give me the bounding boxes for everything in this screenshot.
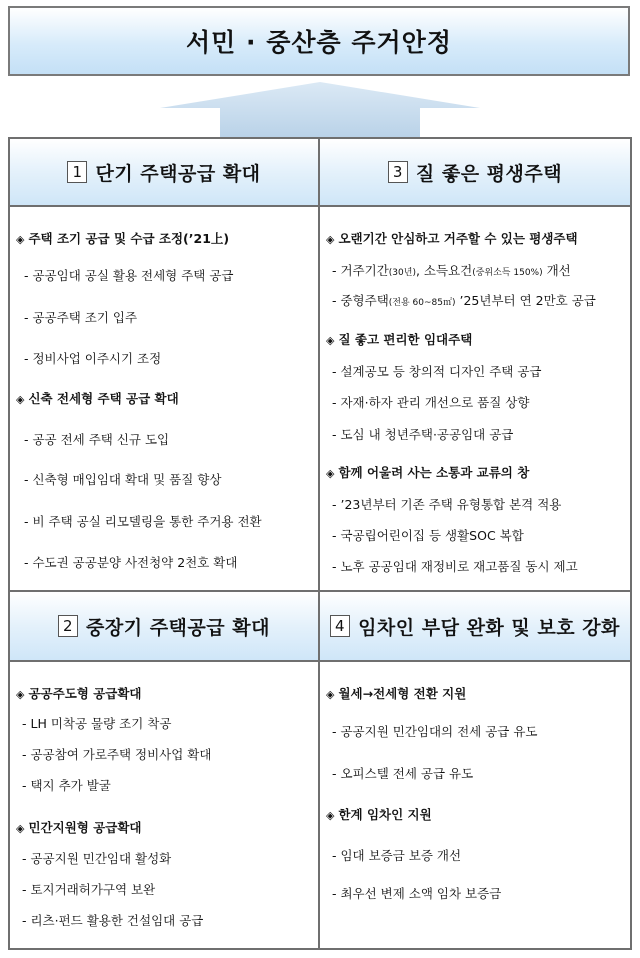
list-item: - ’23년부터 기존 주택 유형통합 본격 적용	[332, 497, 562, 512]
section-1-title: 단기 주택공급 확대	[95, 162, 261, 185]
list-item: - 비 주택 공실 리모델링을 통한 주거용 전환	[24, 514, 262, 529]
list-item: - 자재·하자 관리 개선으로 품질 상향	[332, 395, 530, 410]
list-item: - 공공지원 민간임대 활성화	[22, 851, 172, 866]
list-item: - 중형주택(전용 60~85㎡) ’25년부터 연 2만호 공급	[332, 293, 596, 308]
list-item: - 거주기간(30년), 소득요건(중위소득 150%) 개선	[332, 263, 571, 278]
list-item: - 공공참여 가로주택 정비사업 확대	[22, 747, 212, 762]
section-3-number: 3	[388, 161, 408, 183]
list-item: - 리츠·펀드 활용한 건설임대 공급	[22, 913, 204, 928]
vertical-divider	[318, 137, 320, 950]
diamond-bullet-icon: ◈	[16, 688, 25, 701]
diamond-bullet-icon: ◈	[326, 334, 335, 347]
list-item: - 신축형 매입임대 확대 및 품질 향상	[24, 472, 222, 487]
list-item: - 국공립어린이집 등 생활SOC 복합	[332, 528, 524, 543]
list-item: - 오피스텔 전세 공급 유도	[332, 766, 474, 781]
section-2-group-2-head: ◈ 민간지원형 공급확대	[16, 820, 142, 835]
section-4-title: 임차인 부담 완화 및 보호 강화	[358, 616, 620, 639]
list-item: - 정비사업 이주시기 조정	[24, 351, 162, 366]
section-3-group-2-head: ◈ 질 좋고 편리한 임대주택	[326, 332, 473, 347]
section-4-group-2-head: ◈ 한계 임차인 지원	[326, 807, 432, 822]
section-2-header	[10, 592, 318, 660]
section-4-header	[320, 592, 630, 660]
section-2-group-1-head: ◈ 공공주도형 공급확대	[16, 686, 142, 701]
list-item: - 공공 전세 주택 신규 도입	[24, 432, 170, 447]
divider-head-top	[8, 205, 632, 207]
list-item: - 공공주택 조기 입주	[24, 310, 138, 325]
list-item: - 공공임대 공실 활용 전세형 주택 공급	[24, 268, 234, 283]
section-2-title: 중장기 주택공급 확대	[86, 616, 270, 639]
list-item: - 수도권 공공분양 사전청약 2천호 확대	[24, 555, 238, 570]
section-1-number: 1	[67, 161, 87, 183]
list-item: - 설계공모 등 창의적 디자인 주택 공급	[332, 364, 542, 379]
section-3-group-3-head: ◈ 함께 어울려 사는 소통과 교류의 창	[326, 465, 530, 480]
main-title-text: 서민 · 중산층 주거안정	[186, 28, 452, 57]
list-item: - 최우선 변제 소액 임차 보증금	[332, 886, 502, 901]
diamond-bullet-icon: ◈	[326, 233, 335, 246]
section-3-title: 질 좋은 평생주택	[415, 162, 563, 185]
diamond-bullet-icon: ◈	[16, 233, 25, 246]
section-1-group-1-head: ◈ 주택 조기 공급 및 수급 조정(’21上)	[16, 231, 230, 246]
diamond-bullet-icon: ◈	[326, 467, 335, 480]
diamond-bullet-icon: ◈	[16, 822, 25, 835]
diamond-bullet-icon: ◈	[326, 688, 335, 701]
section-4-number: 4	[330, 615, 350, 637]
section-4-group-1-head: ◈ 월세→전세형 전환 지원	[326, 686, 467, 701]
list-item: - 토지거래허가구역 보완	[22, 882, 156, 897]
diamond-bullet-icon: ◈	[326, 809, 335, 822]
main-title	[8, 6, 630, 76]
list-item: - 택지 추가 발굴	[22, 778, 111, 793]
list-item: - 노후 공공임대 재정비로 재고품질 동시 제고	[332, 559, 578, 574]
diamond-bullet-icon: ◈	[16, 393, 25, 406]
list-item: - 임대 보증금 보증 개선	[332, 848, 462, 863]
divider-head-bottom	[8, 660, 632, 662]
section-1-header	[10, 139, 318, 205]
section-2-number: 2	[58, 615, 78, 637]
list-item: - LH 미착공 물량 조기 착공	[22, 716, 172, 731]
list-item: - 공공지원 민간임대의 전세 공급 유도	[332, 724, 538, 739]
up-arrow-icon	[0, 80, 640, 138]
section-3-group-1-head: ◈ 오랜기간 안심하고 거주할 수 있는 평생주택	[326, 231, 578, 246]
list-item: - 도심 내 청년주택·공공임대 공급	[332, 427, 514, 442]
section-1-group-2-head: ◈ 신축 전세형 주택 공급 확대	[16, 391, 179, 406]
section-3-header	[320, 139, 630, 205]
